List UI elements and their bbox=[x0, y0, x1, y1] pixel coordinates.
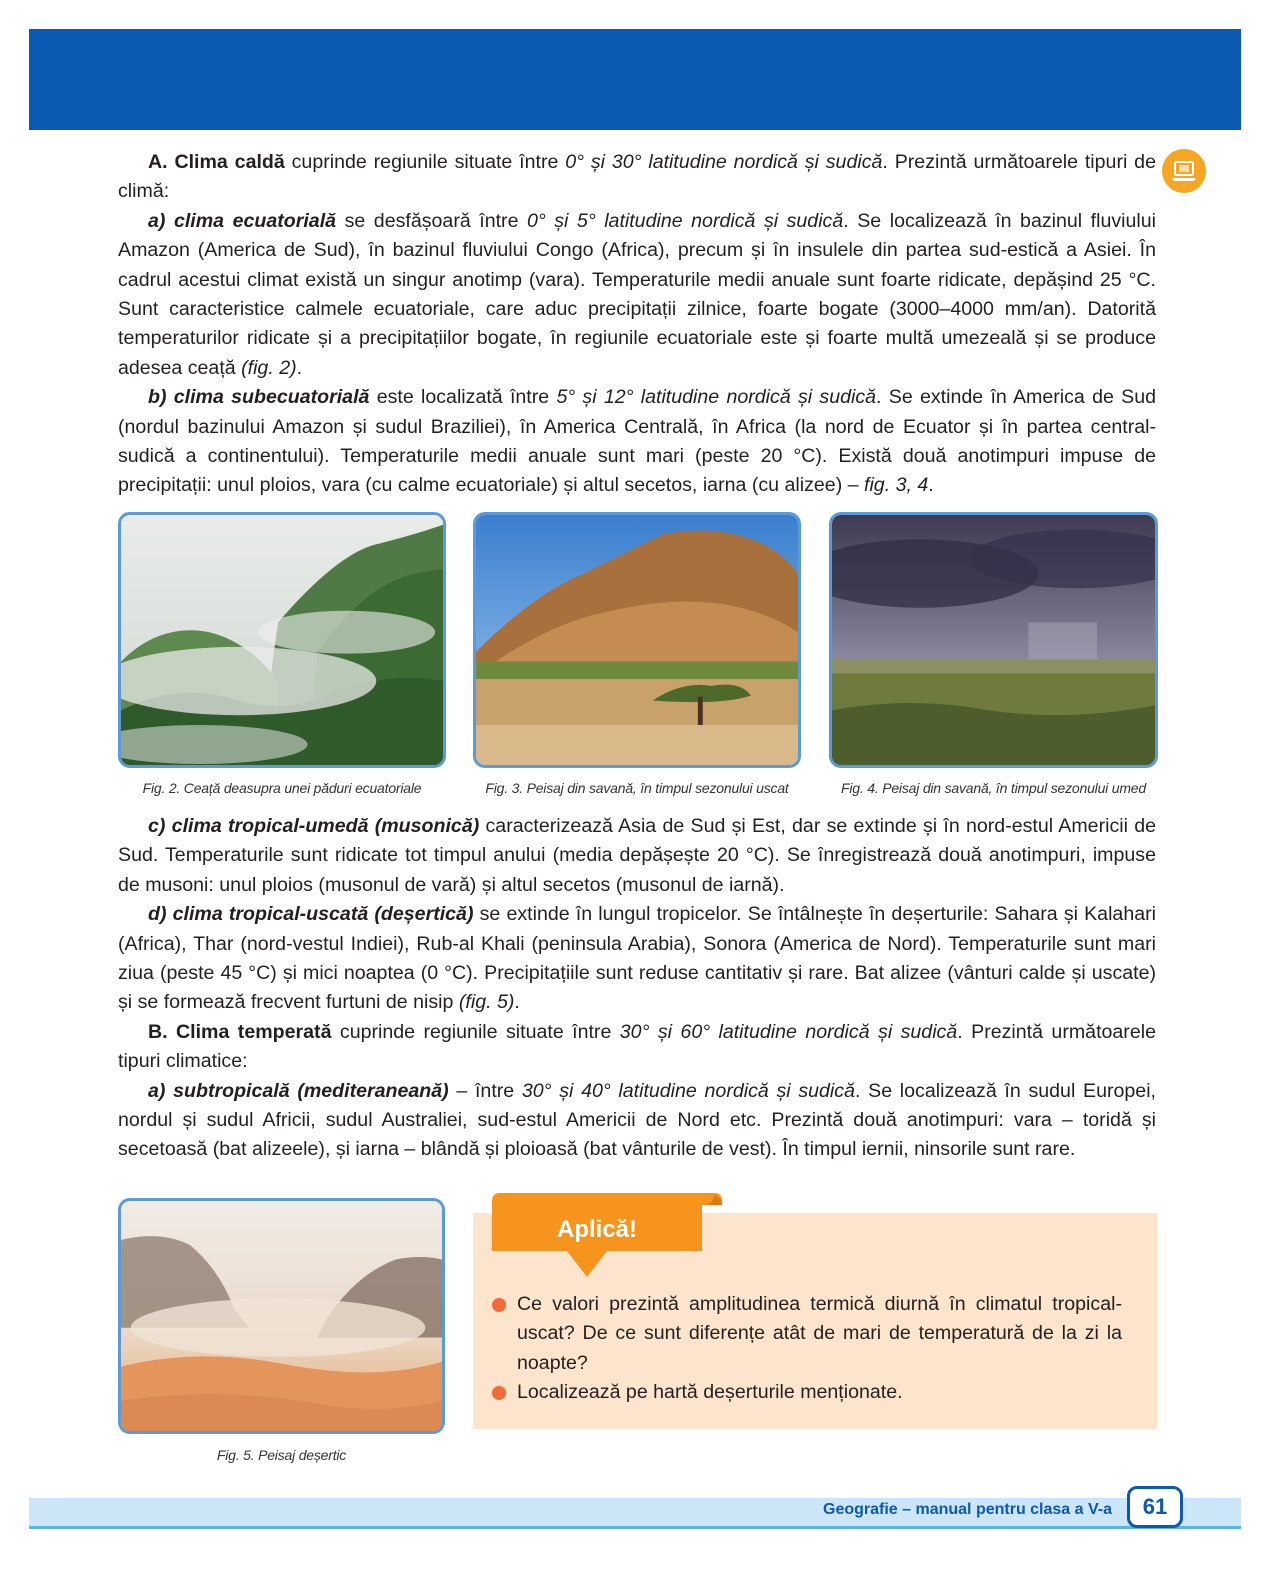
orange-dot-icon bbox=[492, 1298, 506, 1312]
photo-desert-sandstorm bbox=[118, 1198, 445, 1434]
caption-fig5: Fig. 5. Peisaj deșertic bbox=[216, 1447, 347, 1463]
photo-savanna-wet bbox=[829, 512, 1158, 768]
caption-fig2: Fig. 2. Ceață deasupra unei păduri ecuatoriale bbox=[142, 780, 422, 796]
section-a-intro: A. Clima caldă cuprinde regiunile situate între 0° și 30° latitudine nordică și sudică. Prezintă următoarele tipuri de climă: bbox=[118, 151, 1156, 203]
footer-title: Geografie – manual pentru clasa a V-a bbox=[823, 1501, 1112, 1518]
apply-title: Aplică! bbox=[556, 1216, 637, 1243]
paragraph-equatorial: a) clima ecuatorială se desfășoară între 0° și 5° latitudine nordică și sudică. Se localizează în bazinul fluviului Amazon (America de Sud), în bazinul fluviului Congo (Africa), precum și în insulele din partea sud-estică a Asiei. În cadrul acestui climat există un singur anotimp (vara). Temperaturile medii anuale sunt foarte ridicate, depășind 25 °C. Sunt caracteristice calmele ecuatoriale, care aduc precipitații zilnice, foarte bogate (3000–4000 mm/an). Datorită temperaturilor ridicate și a precipitațiilor bogate, în regiunile ecuatoriale este și foarte multă umezeală și se produce adesea ceață (fig. 2). bbox=[118, 209, 1157, 379]
paragraph-subequatorial: b) clima subecuatorială este localizată între 5° și 12° latitudine nordică și sudică. Se extinde în America de Sud (nordul bazinului Amazon și sudul Braziliei), în America Centrală, în Africa (la nord de Ecuator și în partea central-sudică a continentului). Temperaturile medii anuale sunt mari (peste 20 °C). Există două anotimpuri impuse de precipitații: unul ploios, vara (cu calme ecuatoriale) și altul secetos, iarna (cu alizee) – fig. 3, 4. bbox=[118, 386, 1157, 497]
paragraph-tropical-dry: d) clima tropical-uscată (deșertică) se extinde în lungul tropicelor. Se întâlnește în deșerturile: Sahara și Kalahari (Africa), Thar (nord-vestul Indiei), Rub-al Khali (peninsula Arabia), Sonora (America de Nord). Temperaturile sunt mari ziua (peste 45 °C) și mici noaptea (0 °C). Precipitațiile sunt reduse cantitativ și rare. Bat alizee (vânturi calde și uscate) și se formează frecvent furtuni de nisip (fig. 5). bbox=[118, 903, 1156, 1014]
page-number: 61 bbox=[1127, 1486, 1183, 1528]
photo-equatorial-fog bbox=[118, 512, 446, 768]
caption-fig3: Fig. 3. Peisaj din savană, în timpul sezonului uscat bbox=[485, 780, 789, 796]
caption-fig4: Fig. 4. Peisaj din savană, în timpul sezonului umed bbox=[841, 780, 1146, 796]
apply-list bbox=[492, 1290, 1122, 1408]
paragraph-subtropical: a) subtropicală (mediteraneană) – între 30° și 40° latitudine nordică și sudică. Se localizează în sudul Europei, nordul și sudul Africii, sudul Australiei, sud-estul Americii de Nord etc. Prezintă două anotimpuri: vara – toridă și secetoasă (bat alizeele), și iarna – blândă și ploioasă (bat vânturile de vest). În timpul iernii, ninsorile sunt rare. bbox=[118, 1079, 1156, 1161]
continued-text bbox=[118, 812, 1156, 1165]
orange-dot-icon bbox=[492, 1386, 506, 1400]
photo-savanna-dry bbox=[473, 512, 801, 768]
laptop-icon[interactable] bbox=[1162, 149, 1206, 193]
section-b-intro: B. Clima temperată cuprinde regiunile situate între 30° și 60° latitudine nordică și sudică. Prezintă următoarele tipuri climatice: bbox=[118, 1020, 1156, 1073]
section-a-text bbox=[118, 148, 1156, 501]
paragraph-tropical-humid: c) clima tropical-umedă (musonică) caracterizează Asia de Sud și Est, dar se extinde și în nord-estul Americii de Sud. Temperaturile sunt ridicate tot timpul anului (media depășește 20 °C). Se înregistrează două anotimpuri, impuse de musoni: unul ploios (musonul de vară) și altul secetos (musonul de iarnă). bbox=[118, 815, 1156, 896]
header-band bbox=[29, 29, 1241, 130]
apply-item: Ce valori prezintă amplitudinea termică diurnă în climatul tropical-uscat? De ce sunt diferențe atât de mari de temperatură de la zi la noapte? bbox=[492, 1290, 1122, 1378]
apply-item: Localizează pe hartă deșerturile menționate. bbox=[492, 1378, 1122, 1407]
